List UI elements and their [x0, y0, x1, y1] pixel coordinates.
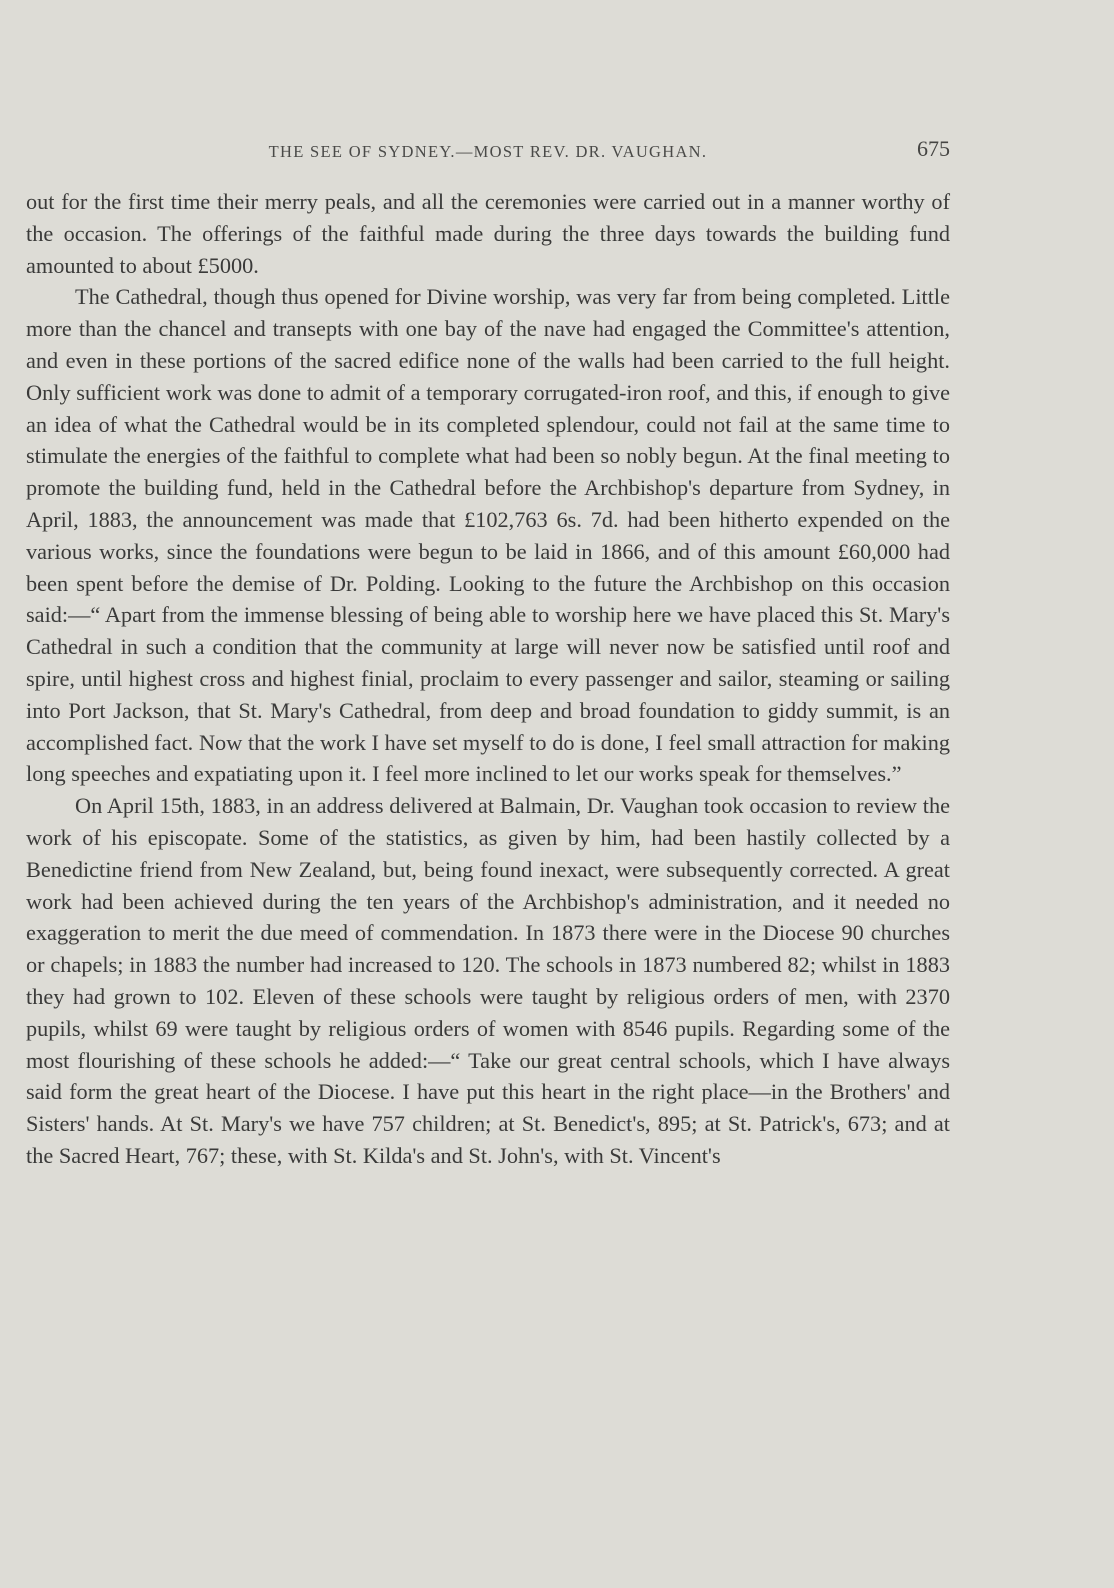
body-text [26, 186, 950, 1172]
running-head-title: THE SEE OF SYDNEY.—MOST REV. DR. VAUGHAN. [268, 142, 708, 161]
paragraph-cathedral: The Cathedral, though thus opened for Divine worship, was very far from being completed. Little more than the chancel and transepts with one bay of the nave had engaged the Committee's attention, and even in these portions of the sacred edifice none of the walls had been carried to the full height. Only sufficient work was done to admit of a temporary corrugated-iron roof, and this, if enough to give an idea of what the Cathedral would be in its completed splendour, could not fail at the same time to stimulate the energies of the faithful to complete what had been so nobly begun. At the final meeting to promote the building fund, held in the Cathedral before the Archbishop's departure from Sydney, in April, 1883, the announcement was made that £102,763 6s. 7d. had been hitherto expended on the various works, since the foundations were begun to be laid in 1866, and of this amount £60,000 had been spent before the demise of Dr. Polding. Looking to the future the Archbishop on this occasion said:—“ Apart from the immense blessing of being able to worship here we have placed this St. Mary's Cathedral in such a condition that the community at large will never now be satisfied until roof and spire, until highest cross and highest finial, proclaim to every passenger and sailor, steaming or sailing into Port Jackson, that St. Mary's Cathedral, from deep and broad foundation to giddy summit, is an accomplished fact. Now that the work I have set myself to do is done, I feel small attraction for making long speeches and expatiating upon it. I feel more inclined to let our works speak for themselves.” [26, 284, 950, 787]
paragraph-statistics: On April 15th, 1883, in an address delivered at Balmain, Dr. Vaughan took occasion to review the work of his episcopate. Some of the statistics, as given by him, had been hastily collected by a Benedictine friend from New Zealand, but, being found inexact, were subsequently corrected. A great work had been achieved during the ten years of the Archbishop's administration, and it needed no exaggeration to merit the due meed of commendation. In 1873 there were in the Diocese 90 churches or chapels; in 1883 the number had increased to 120. The schools in 1873 numbered 82; whilst in 1883 they had grown to 102. Eleven of these schools were taught by religious orders of men, with 2370 pupils, whilst 69 were taught by religious orders of women with 8546 pupils. Regarding some of the most flourishing of these schools he added:—“ Take our great central schools, which I have always said form the great heart of the Diocese. I have put this heart in the right place—in the Brothers' and Sisters' hands. At St. Mary's we have 757 children; at St. Benedict's, 895; at St. Patrick's, 673; and at the Sacred Heart, 767; these, with St. Kilda's and St. John's, with St. Vincent's [26, 793, 950, 1168]
page-header [26, 136, 950, 166]
page-number: 675 [917, 136, 950, 161]
paragraph-continued: out for the first time their merry peals, and all the ceremonies were carried out in a manner worthy of the occasion. The offerings of the faithful made during the three days towards the building fund amounted to about £5000. [26, 189, 950, 278]
